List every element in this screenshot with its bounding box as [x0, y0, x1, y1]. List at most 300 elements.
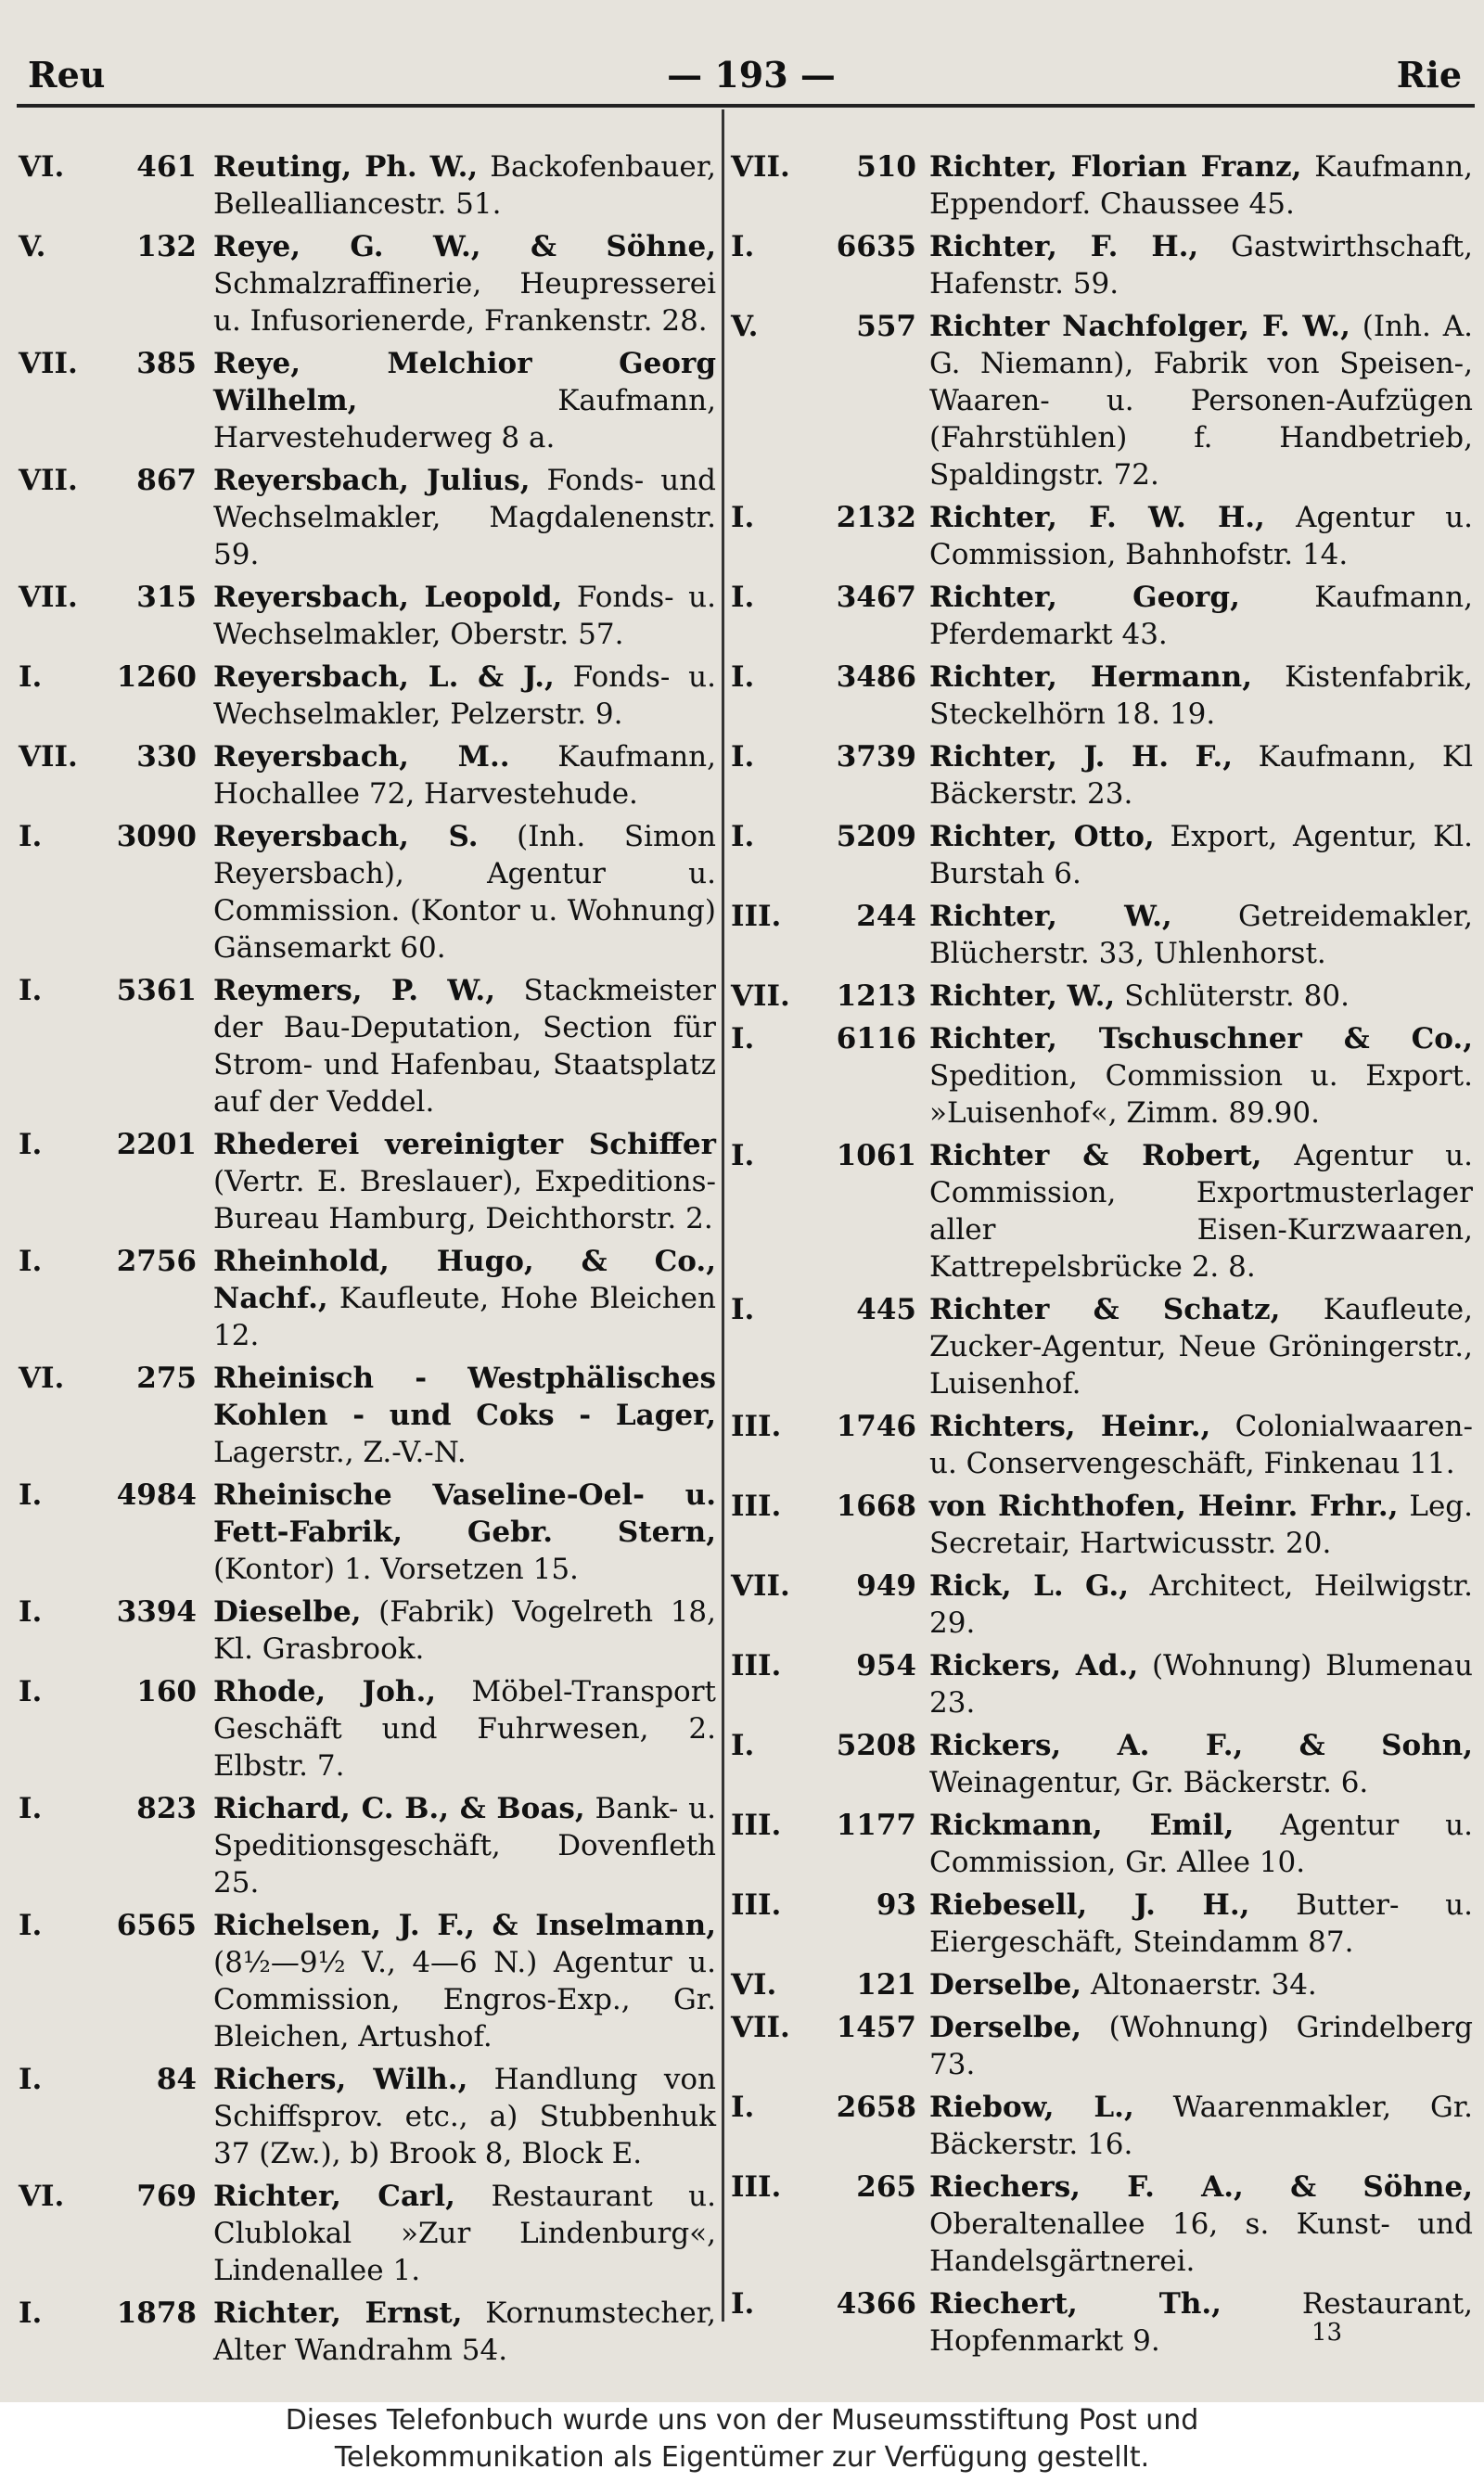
line-number: 510 [856, 150, 916, 184]
subscriber-name: Richter, J. H. F., [929, 740, 1234, 774]
entry-text [213, 1360, 716, 1471]
entry-text [929, 1488, 1473, 1562]
entry-text [929, 499, 1473, 573]
entry-text [213, 2061, 716, 2172]
line-number: 4366 [836, 2287, 916, 2321]
district-numeral: III. [731, 900, 782, 933]
subscriber-details: (Wohnung) Blumenau 23. [929, 1649, 1473, 1720]
line-number: 6565 [116, 1909, 197, 1942]
line-number: 823 [136, 1792, 197, 1825]
phone-number [731, 579, 916, 616]
phone-number [19, 1593, 197, 1631]
district-numeral: I. [19, 1128, 43, 1161]
district-numeral: VII. [19, 347, 78, 380]
directory-entry [731, 1966, 1473, 2003]
subscriber-name: Rheinisch - Westphälisches Kohlen - und Coks - Lager, [213, 1362, 716, 1432]
subscriber-details: Lagerstr., Z.-V.-N. [213, 1436, 467, 1469]
subscriber-name: Richter, Georg, [929, 581, 1240, 614]
district-numeral: I. [731, 1293, 755, 1326]
line-number: 954 [856, 1649, 916, 1682]
entry-text [213, 1907, 716, 2055]
subscriber-details: (Inh. Simon Reyersbach), Agentur u. Commission. (Kontor u. Wohnung) Gänsemarkt 60. [213, 820, 716, 965]
subscriber-details: Gastwirthschaft, Hafenstr. 59. [929, 230, 1473, 301]
subscriber-name: Richter, W., [929, 979, 1116, 1013]
phone-number [731, 499, 916, 536]
district-numeral: I. [19, 820, 43, 853]
phone-number [19, 462, 197, 499]
directory-entry [19, 228, 716, 339]
subscriber-details: Möbel-Transport Geschäft und Fuhrwesen, 2. Elbstr. 7. [213, 1675, 716, 1783]
directory-entry [731, 898, 1473, 972]
line-number: 2201 [116, 1128, 197, 1161]
subscriber-details: Kaufmann, Eppendorf. Chaussee 45. [929, 150, 1473, 221]
district-numeral: I. [731, 820, 755, 853]
subscriber-details: Oberaltenallee 16, s. Kunst- und Handelsgärtnerei. [929, 2207, 1473, 2278]
directory-entry [19, 659, 716, 733]
subscriber-name: Derselbe, [929, 2011, 1082, 2044]
phone-number [19, 659, 197, 696]
entry-text [929, 1727, 1473, 1801]
directory-entry [731, 499, 1473, 573]
subscriber-name: Reyersbach, S. [213, 820, 479, 853]
page-number: — 193 — [667, 54, 836, 96]
line-number: 867 [136, 464, 197, 497]
line-number: 5361 [116, 974, 197, 1007]
line-number: 1260 [116, 660, 197, 694]
line-number: 84 [156, 2063, 197, 2096]
phone-number [19, 2061, 197, 2098]
entry-text [929, 1137, 1473, 1286]
subscriber-name: Rickers, Ad., [929, 1649, 1139, 1682]
phone-number [731, 1727, 916, 1764]
directory-entry [19, 462, 716, 573]
district-numeral: VII. [731, 150, 790, 184]
directory-entry [19, 818, 716, 966]
phone-number [19, 2178, 197, 2215]
subscriber-name: Richter, W., [929, 900, 1172, 933]
line-number: 3739 [836, 740, 916, 774]
directory-entry [731, 2169, 1473, 2280]
entry-text [929, 1291, 1473, 1402]
entry-text [929, 2285, 1473, 2360]
line-number: 3394 [116, 1595, 197, 1629]
district-numeral: VII. [19, 581, 78, 614]
subscriber-name: Rick, L. G., [929, 1569, 1130, 1603]
directory-entry [731, 2009, 1473, 2083]
phone-number [19, 579, 197, 616]
phone-number [19, 1126, 197, 1163]
subscriber-details: (Kontor) 1. Vorsetzen 15. [213, 1553, 579, 1586]
line-number: 557 [856, 310, 916, 343]
district-numeral: I. [19, 1478, 43, 1512]
phone-number [19, 1477, 197, 1514]
district-numeral: VI. [19, 150, 65, 184]
district-numeral: VII. [731, 979, 790, 1013]
phone-number [731, 1966, 916, 2003]
subscriber-details: Kaufmann, Harvestehuderweg 8 a. [213, 384, 716, 454]
line-number: 949 [856, 1569, 916, 1603]
footer-notice [0, 2402, 1484, 2482]
district-numeral: VII. [731, 2011, 790, 2044]
entry-text [213, 228, 716, 339]
line-number: 132 [136, 230, 197, 263]
subscriber-details: Schmalzraffinerie, Heupresserei u. Infusorienerde, Frankenstr. 28. [213, 267, 716, 338]
phone-number [731, 898, 916, 935]
directory-entry [731, 738, 1473, 812]
district-numeral: III. [731, 1809, 782, 1842]
phone-number [731, 2009, 916, 2046]
phone-number [731, 148, 916, 186]
entry-text [929, 978, 1473, 1015]
phone-number [731, 1408, 916, 1445]
entry-text [929, 659, 1473, 733]
district-numeral: III. [731, 1490, 782, 1523]
subscriber-name: Richter, Ernst, [213, 2296, 463, 2330]
line-number: 1878 [116, 2296, 197, 2330]
subscriber-name: Richard, C. B., & Boas, [213, 1792, 585, 1825]
entry-text [929, 898, 1473, 972]
directory-entry [19, 738, 716, 812]
district-numeral: I. [731, 230, 755, 263]
phone-number [19, 818, 197, 855]
subscriber-details: Fonds- und Wechselmakler, Magdalenenstr. 59. [213, 464, 717, 571]
directory-entry [731, 1727, 1473, 1801]
column-divider [722, 109, 724, 2322]
entry-text [929, 2169, 1473, 2280]
entry-text [929, 738, 1473, 812]
entry-text [213, 1477, 716, 1588]
directory-entry [19, 1477, 716, 1588]
directory-entry [731, 579, 1473, 653]
entry-text [213, 738, 716, 812]
line-number: 315 [136, 581, 197, 614]
header-rule [17, 104, 1475, 108]
directory-entry [19, 1360, 716, 1471]
directory-entry [731, 308, 1473, 493]
phone-number [19, 972, 197, 1009]
subscriber-details: Kaufleute, Hohe Bleichen 12. [213, 1282, 716, 1352]
line-number: 275 [136, 1362, 197, 1395]
phone-number [19, 228, 197, 265]
subscriber-name: Richter, F. H., [929, 230, 1199, 263]
subscriber-name: Reymers, P. W., [213, 974, 495, 1007]
district-numeral: I. [731, 2287, 755, 2321]
directory-entry [731, 1137, 1473, 1286]
subscriber-name: Reye, Melchior Georg Wilhelm, [213, 347, 716, 417]
subscriber-details: Agentur u. Commission, Gr. Allee 10. [929, 1809, 1473, 1879]
subscriber-name: Rhode, Joh., [213, 1675, 437, 1708]
subscriber-details: Export, Agentur, Kl. Burstah 6. [929, 820, 1473, 890]
line-number: 461 [136, 150, 197, 184]
entry-text [929, 1567, 1473, 1642]
entry-text [929, 2089, 1473, 2163]
subscriber-name: Rhederei vereinigter Schiffer [213, 1128, 716, 1161]
entry-text [213, 2178, 716, 2289]
line-number: 1668 [836, 1490, 916, 1523]
phone-number [731, 308, 916, 345]
subscriber-name: Richter & Robert, [929, 1139, 1262, 1172]
line-number: 93 [876, 1888, 916, 1922]
district-numeral: I. [19, 1595, 43, 1629]
district-numeral: I. [19, 1909, 43, 1942]
directory-entry [19, 2178, 716, 2289]
subscriber-name: Reyersbach, Julius, [213, 464, 531, 497]
subscriber-details: Spedition, Commission u. Export. »Luisenhof«, Zimm. 89.90. [929, 1059, 1473, 1130]
subscriber-details: (Inh. A. G. Niemann), Fabrik von Speisen-, Waaren- u. Personen-Aufzügen (Fahrstühlen) f. Handbetrieb, Spaldingstr. 72. [929, 310, 1473, 492]
subscriber-name: Richter, Tschuschner & Co., [929, 1022, 1473, 1055]
line-number: 244 [856, 900, 916, 933]
subscriber-details: Fonds- u. Wechselmakler, Pelzerstr. 9. [213, 660, 717, 731]
subscriber-name: Richelsen, J. F., & Inselmann, [213, 1909, 716, 1942]
subscriber-details: Bank- u. Speditionsgeschäft, Dovenfleth 25. [213, 1792, 716, 1900]
directory-entry [731, 978, 1473, 1015]
directory-entry [731, 148, 1473, 223]
subscriber-details: Kaufmann, Hochallee 72, Harvestehude. [213, 740, 716, 811]
subscriber-details: (Wohnung) Grindelberg 73. [929, 2011, 1473, 2081]
phone-number [731, 1567, 916, 1605]
phone-number [731, 659, 916, 696]
phone-number [19, 345, 197, 382]
directory-entry [19, 1790, 716, 1901]
subscriber-name: Richter Nachfolger, F. W., [929, 310, 1350, 343]
entry-text [929, 2009, 1473, 2083]
directory-entry [19, 972, 716, 1120]
line-number: 6635 [836, 230, 916, 263]
line-number: 769 [136, 2180, 197, 2213]
entry-text [213, 148, 716, 223]
line-number: 1177 [836, 1809, 916, 1842]
header-left-keyword: Reu [28, 54, 106, 96]
subscriber-details: Stackmeister der Bau-Deputation, Section für Strom- und Hafenbau, Staatsplatz auf der Veddel. [213, 974, 716, 1119]
subscriber-name: Reuting, Ph. W., [213, 150, 479, 184]
subscriber-details: Waarenmakler, Gr. Bäckerstr. 16. [929, 2091, 1473, 2161]
subscriber-details: Kaufmann, Kl Bäckerstr. 23. [929, 740, 1473, 811]
line-number: 1213 [836, 979, 916, 1013]
district-numeral: VI. [731, 1968, 777, 2002]
phone-number [19, 1243, 197, 1280]
phone-number [731, 1488, 916, 1525]
phone-number [731, 1647, 916, 1684]
entry-text [929, 818, 1473, 892]
entry-text [929, 308, 1473, 493]
subscriber-details: Weinagentur, Gr. Bäckerstr. 6. [929, 1766, 1369, 1799]
line-number: 3467 [836, 581, 916, 614]
entry-text [213, 1126, 716, 1237]
district-numeral: I. [731, 1022, 755, 1055]
directory-entry [19, 1907, 716, 2055]
entry-text [929, 1966, 1473, 2003]
subscriber-name: Reyersbach, M.. [213, 740, 510, 774]
subscriber-details: Restaurant, Hopfenmarkt 9. [929, 2287, 1474, 2358]
subscriber-name: Riechert, Th., [929, 2287, 1222, 2321]
subscriber-name: von Richthofen, Heinr. Frhr., [929, 1490, 1399, 1523]
phone-number [19, 1673, 197, 1710]
directory-entry [731, 1647, 1473, 1721]
district-numeral: I. [19, 2063, 43, 2096]
header-right-keyword: Rie [1396, 54, 1462, 96]
subscriber-name: Rickers, A. F., & Sohn, [929, 1729, 1473, 1762]
directory-entry [19, 2061, 716, 2172]
directory-entry [731, 228, 1473, 302]
phone-number [731, 738, 916, 775]
subscriber-name: Richter, Otto, [929, 820, 1155, 853]
entry-text [213, 579, 716, 653]
phone-number [731, 1887, 916, 1924]
phone-number [19, 1790, 197, 1827]
phone-number [731, 2285, 916, 2322]
phone-number [731, 228, 916, 265]
directory-entry [731, 1567, 1473, 1642]
right-column [731, 148, 1473, 2365]
directory-entry [19, 1673, 716, 1785]
entry-text [213, 659, 716, 733]
line-number: 5209 [836, 820, 916, 853]
entry-text [213, 972, 716, 1120]
directory-entry [731, 2285, 1473, 2360]
subscriber-details: Schlüterstr. 80. [1115, 979, 1350, 1013]
subscriber-name: Dieselbe, [213, 1595, 362, 1629]
phone-number [731, 2089, 916, 2126]
subscriber-name: Reye, G. W., & Söhne, [213, 230, 716, 263]
subscriber-details: (Fabrik) Vogelreth 18, Kl. Grasbrook. [213, 1595, 716, 1666]
phone-number [731, 2169, 916, 2206]
entry-text [213, 1593, 716, 1668]
directory-entry [19, 148, 716, 223]
district-numeral: V. [19, 230, 46, 263]
line-number: 330 [136, 740, 197, 774]
subscriber-name: Rheinhold, Hugo, & Co., Nachf., [213, 1245, 716, 1315]
entry-text [929, 1887, 1473, 1961]
district-numeral: I. [19, 1675, 43, 1708]
footer-line-2: Telekommunikation als Eigentümer zur Verfügung gestellt. [334, 2441, 1150, 2474]
entry-text [929, 148, 1473, 223]
phone-number [731, 818, 916, 855]
directory-entry [731, 659, 1473, 733]
signature-mark: 13 [1311, 2319, 1343, 2347]
district-numeral: I. [731, 581, 755, 614]
subscriber-details: Architect, Heilwigstr. 29. [929, 1569, 1473, 1640]
directory-entry [19, 1593, 716, 1668]
district-numeral: I. [19, 660, 43, 694]
entry-text [929, 1807, 1473, 1881]
district-numeral: I. [19, 974, 43, 1007]
subscriber-details: Kistenfabrik, Steckelhörn 18. 19. [929, 660, 1474, 731]
directory-entry [19, 1243, 716, 1354]
district-numeral: I. [731, 660, 755, 694]
entry-text [929, 579, 1473, 653]
subscriber-details: Handlung von Schiffsprov. etc., a) Stubbenhuk 37 (Zw.), b) Brook 8, Block E. [213, 2063, 716, 2170]
district-numeral: I. [731, 1139, 755, 1172]
subscriber-details: Agentur u. Commission, Exportmusterlager aller Eisen-Kurzwaaren, Kattrepelsbrücke 2. 8. [929, 1139, 1473, 1284]
district-numeral: III. [731, 1410, 782, 1443]
footer-line-1: Dieses Telefonbuch wurde uns von der Museumsstiftung Post und [285, 2404, 1199, 2437]
line-number: 4984 [116, 1478, 197, 1512]
subscriber-name: Riebow, L., [929, 2091, 1134, 2124]
subscriber-name: Derselbe, [929, 1968, 1082, 2002]
phone-number [731, 1137, 916, 1174]
subscriber-details: Kaufleute, Zucker-Agentur, Neue Gröningerstr., Luisenhof. [929, 1293, 1473, 1401]
subscriber-name: Riechers, F. A., & Söhne, [929, 2170, 1473, 2204]
district-numeral: I. [731, 501, 755, 534]
line-number: 2756 [116, 1245, 197, 1278]
subscriber-details: Getreidemakler, Blücherstr. 33, Uhlenhorst. [929, 900, 1473, 970]
subscriber-name: Richter, Florian Franz, [929, 150, 1302, 184]
line-number: 160 [136, 1675, 197, 1708]
line-number: 445 [856, 1293, 916, 1326]
subscriber-details: Colonialwaaren- u. Conservengeschäft, Finkenau 11. [929, 1410, 1473, 1480]
subscriber-name: Richter & Schatz, [929, 1293, 1281, 1326]
subscriber-details: Backofenbauer, Bellealliancestr. 51. [213, 150, 716, 221]
phone-number [19, 148, 197, 186]
subscriber-details: (Vertr. E. Breslauer), Expeditions-Bureau Hamburg, Deichthorstr. 2. [213, 1165, 716, 1235]
directory-entry [731, 1020, 1473, 1132]
district-numeral: VI. [19, 2180, 65, 2213]
phone-number [19, 1360, 197, 1397]
line-number: 1457 [836, 2011, 916, 2044]
phone-number [731, 1807, 916, 1844]
entry-text [213, 462, 716, 573]
phone-number [731, 978, 916, 1015]
district-numeral: III. [731, 1649, 782, 1682]
directory-entry [19, 1126, 716, 1237]
directory-entry [19, 345, 716, 456]
subscriber-details: Leg. Secretair, Hartwicusstr. 20. [929, 1490, 1474, 1560]
subscriber-details: (8½—9½ V., 4—6 N.) Agentur u. Commission, Engros-Exp., Gr. Bleichen, Artushof. [213, 1946, 716, 2053]
page-header [28, 54, 1475, 100]
subscriber-name: Richers, Wilh., [213, 2063, 468, 2096]
phone-number [19, 738, 197, 775]
district-numeral: III. [731, 2170, 782, 2204]
subscriber-details: Agentur u. Commission, Bahnhofstr. 14. [929, 501, 1473, 571]
line-number: 3090 [116, 820, 197, 853]
line-number: 385 [136, 347, 197, 380]
directory-entry [731, 818, 1473, 892]
district-numeral: VII. [731, 1569, 790, 1603]
directory-entry [19, 2295, 716, 2369]
subscriber-name: Reyersbach, Leopold, [213, 581, 563, 614]
subscriber-name: Riebesell, J. H., [929, 1888, 1250, 1922]
directory-entry [731, 1807, 1473, 1881]
subscriber-details: Kornumstecher, Alter Wandrahm 54. [213, 2296, 716, 2367]
phone-number [19, 1907, 197, 1944]
district-numeral: III. [731, 1888, 782, 1922]
subscriber-name: Richter, Hermann, [929, 660, 1252, 694]
line-number: 5208 [836, 1729, 916, 1762]
district-numeral: V. [731, 310, 759, 343]
subscriber-details: Altonaerstr. 34. [1081, 1968, 1317, 2002]
phone-number [731, 1291, 916, 1328]
line-number: 265 [856, 2170, 916, 2204]
entry-text [929, 1408, 1473, 1482]
subscriber-details: Kaufmann, Pferdemarkt 43. [929, 581, 1473, 651]
directory-entry [19, 579, 716, 653]
entry-text [213, 345, 716, 456]
district-numeral: VI. [19, 1362, 65, 1395]
district-numeral: I. [19, 2296, 43, 2330]
subscriber-details: Restaurant u. Clublokal »Zur Lindenburg«, Lindenallee 1. [213, 2180, 716, 2287]
directory-entry [731, 1887, 1473, 1961]
subscriber-name: Richters, Heinr., [929, 1410, 1211, 1443]
entry-text [213, 818, 716, 966]
entry-text [213, 2295, 716, 2369]
subscriber-details: Fonds- u. Wechselmakler, Oberstr. 57. [213, 581, 716, 651]
district-numeral: I. [731, 1729, 755, 1762]
entry-text [929, 228, 1473, 302]
directory-entry [731, 1408, 1473, 1482]
line-number: 1061 [836, 1139, 916, 1172]
line-number: 2658 [836, 2091, 916, 2124]
district-numeral: I. [19, 1792, 43, 1825]
